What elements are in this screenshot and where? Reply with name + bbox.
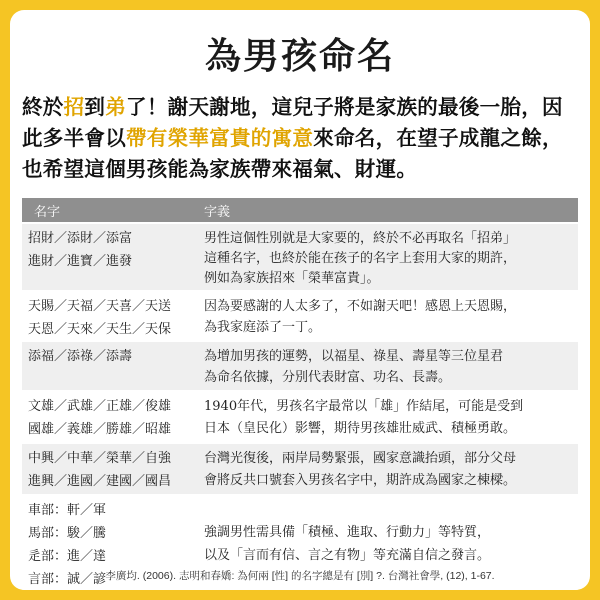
intro-text: 來命名，在望子成龍之餘，也希望這個男孩能為家族帶來福氣、財運。 xyxy=(22,126,563,181)
intro-highlight: 帶有榮華富貴的寓意 xyxy=(126,126,314,150)
table-row xyxy=(22,222,578,290)
names-line: 車部：軒／軍 xyxy=(28,503,107,518)
meaning-line: 這種名字，也終於能在孩子的名字上套用大家的期許， xyxy=(204,251,517,266)
source-citation: 李廣均. (2006). 志明和春嬌: 為何兩 [性] 的名字總是有 [別] ?. 台灣社會學, (12), 1-67. xyxy=(105,570,495,582)
meaning-line: 為命名依據，分別代表財富、功名、長壽。 xyxy=(204,370,452,385)
names-cell xyxy=(22,392,194,442)
names-cell xyxy=(22,342,194,390)
names-line: 國雄／義雄／勝雄／昭雄 xyxy=(28,422,172,437)
meaning-cell xyxy=(194,342,578,390)
table-body xyxy=(22,222,578,590)
meaning-line: 因為要感謝的人太多了，不如謝天吧！感恩上天恩賜， xyxy=(204,299,517,314)
meaning-cell xyxy=(194,392,578,442)
table-row xyxy=(22,390,578,442)
names-table xyxy=(22,198,578,590)
names-line: 中興／中華／榮華／自強 xyxy=(28,451,172,466)
names-line: 言部：誠／諺 xyxy=(28,572,107,587)
names-line: 文雄／武雄／正雄／俊雄 xyxy=(28,399,172,414)
intro-text: 了！謝天謝地，這兒子將是家族的最後一胎，因此多半會以 xyxy=(22,95,563,150)
names-line: 天恩／天來／天生／天保 xyxy=(28,322,172,337)
meaning-cell xyxy=(194,444,578,494)
meaning-line: 以及「言而有信、言之有物」等充滿自信之發言。 xyxy=(204,548,491,563)
meaning-line: 強調男性需具備「積極、進取、行動力」等特質， xyxy=(204,525,491,540)
meaning-line: 為增加男孩的運勢，以福星、祿星、壽星等三位星君 xyxy=(204,349,504,364)
meaning-cell xyxy=(194,224,578,290)
meaning-line: 1940年代，男孩名字最常以「雄」作結尾，可能是受到 xyxy=(204,399,524,414)
names-cell xyxy=(22,444,194,494)
column-header-name: 名字 xyxy=(34,204,61,220)
meaning-line: 為我家庭添了一丁。 xyxy=(204,320,322,335)
page-title: 為男孩命名 xyxy=(204,36,395,77)
infographic-card xyxy=(10,10,590,590)
table-row xyxy=(22,340,578,390)
table-row xyxy=(22,442,578,494)
intro-text: 終於 xyxy=(22,95,64,119)
intro-paragraph xyxy=(22,92,578,185)
column-header-meaning: 字義 xyxy=(204,204,231,220)
meaning-line: 台灣光復後，兩岸局勢緊張，國家意識抬頭，部分父母 xyxy=(204,451,517,466)
meaning-line: 日本（皇民化）影響，期待男孩雄壯威武、積極勇敢。 xyxy=(204,421,517,436)
names-cell xyxy=(22,292,194,340)
intro-text: 到 xyxy=(84,95,106,119)
table-header xyxy=(22,198,578,222)
names-line: 辵部：進／達 xyxy=(28,549,107,564)
names-line: 天賜／天福／天喜／天送 xyxy=(28,299,172,314)
table-row xyxy=(22,290,578,340)
meaning-line: 例如為家族招來「榮華富貴」。 xyxy=(204,271,380,286)
names-cell xyxy=(22,224,194,290)
names-line: 馬部：駿／騰 xyxy=(28,526,107,541)
meaning-line: 男性這個性別就是大家要的，終於不必再取名「招弟」 xyxy=(204,231,517,246)
names-line: 進興／進國／建國／國昌 xyxy=(28,474,172,489)
meaning-cell xyxy=(194,292,578,340)
names-line: 進財／進寶／進發 xyxy=(28,254,133,269)
names-line: 招財／添財／添富 xyxy=(28,231,133,246)
names-line: 添福／添祿／添壽 xyxy=(28,349,133,364)
intro-highlight: 弟 xyxy=(105,95,127,119)
meaning-line: 會將反共口號套入男孩名字中，期許成為國家之棟樑。 xyxy=(204,473,517,488)
intro-highlight: 招 xyxy=(63,95,85,119)
